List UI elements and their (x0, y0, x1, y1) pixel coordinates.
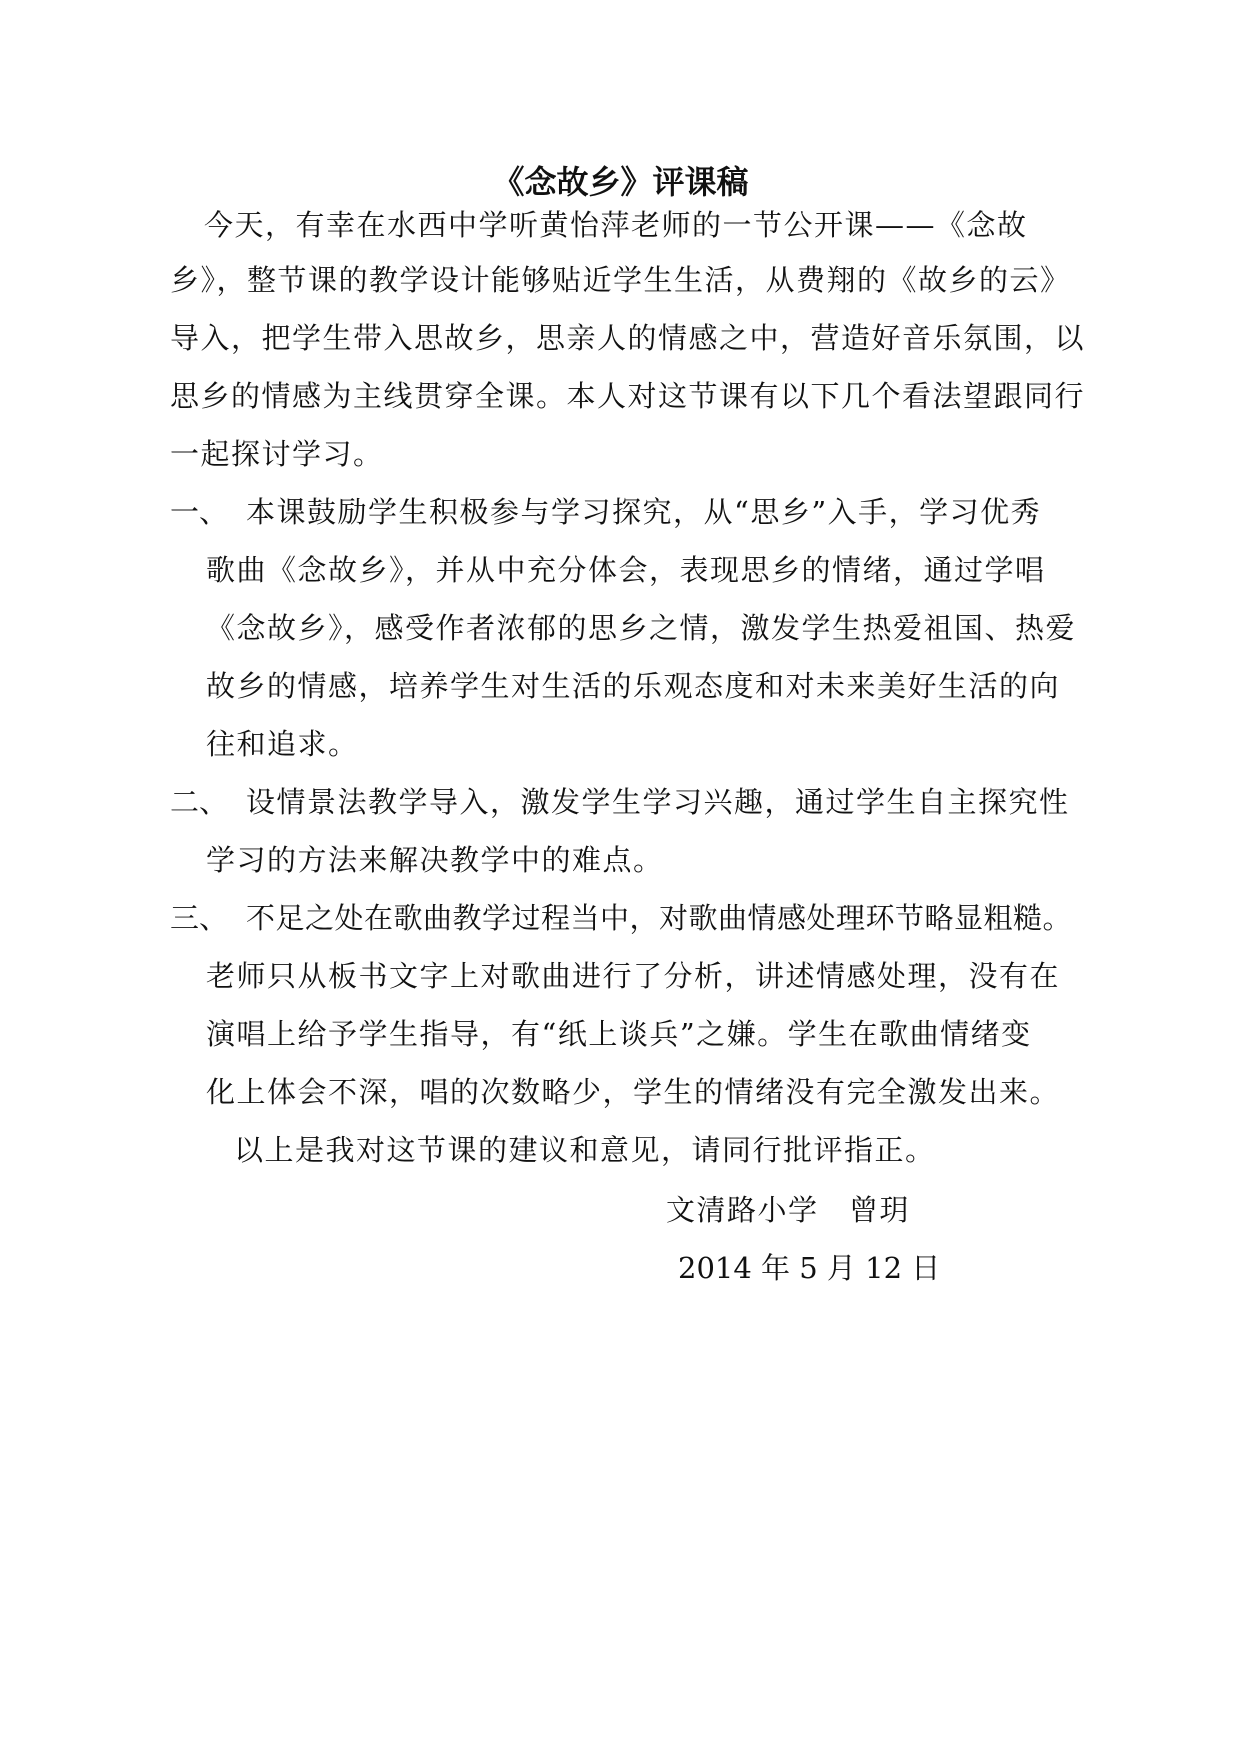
intro-line: 导入，把学生带入思故乡，思亲人的情感之中，营造好音乐氛围，以 (170, 321, 1086, 355)
point-one-line: 本课鼓励学生积极参与学习探究，从“思乡”入手，学习优秀 (246, 495, 1042, 529)
point-three-line: 不足之处在歌曲教学过程当中，对歌曲情感处理环节略显粗糙。 (246, 901, 1073, 935)
point-two-line: 学习的方法来解决教学中的难点。 (206, 843, 664, 877)
closing-line: 以上是我对这节课的建议和意见，请同行批评指正。 (234, 1133, 936, 1167)
point-one-line: 歌曲《念故乡》，并从中充分体会，表现思乡的情绪，通过学唱 (206, 553, 1046, 587)
point-one-line: 《念故乡》，感受作者浓郁的思乡之情，激发学生热爱祖国、热爱 (206, 611, 1077, 645)
point-three-line: 化上体会不深，唱的次数略少，学生的情绪没有完全激发出来。 (206, 1075, 1061, 1109)
point-three-line: 演唱上给予学生指导，有“纸上谈兵”之嫌。学生在歌曲情绪变 (206, 1017, 1032, 1051)
point-two-marker: 二、 (170, 785, 229, 819)
document-date: 2014 年 5 月 12 日 (678, 1251, 941, 1285)
point-three-line: 老师只从板书文字上对歌曲进行了分析，讲述情感处理，没有在 (206, 959, 1061, 993)
intro-line: 思乡的情感为主线贯穿全课。本人对这节课有以下几个看法望跟同行 (170, 379, 1086, 413)
point-one-line: 往和追求。 (206, 727, 359, 761)
document-title: 《念故乡》评课稿 (492, 163, 749, 201)
point-three-marker: 三、 (170, 901, 229, 935)
point-one-line: 故乡的情感，培养学生对生活的乐观态度和对未来美好生活的向 (206, 669, 1061, 703)
point-one-marker: 一、 (170, 495, 229, 529)
point-two-line: 设情景法教学导入，激发学生学习兴趣，通过学生自主探究性 (246, 785, 1070, 819)
signature: 文清路小学 曾玥 (666, 1193, 911, 1227)
intro-line: 乡》，整节课的教学设计能够贴近学生生活，从费翔的《故乡的云》 (170, 263, 1071, 297)
intro-line: 今天，有幸在水西中学听黄怡萍老师的一节公开课——《念故 (204, 208, 1028, 242)
intro-line: 一起探讨学习。 (170, 437, 384, 471)
